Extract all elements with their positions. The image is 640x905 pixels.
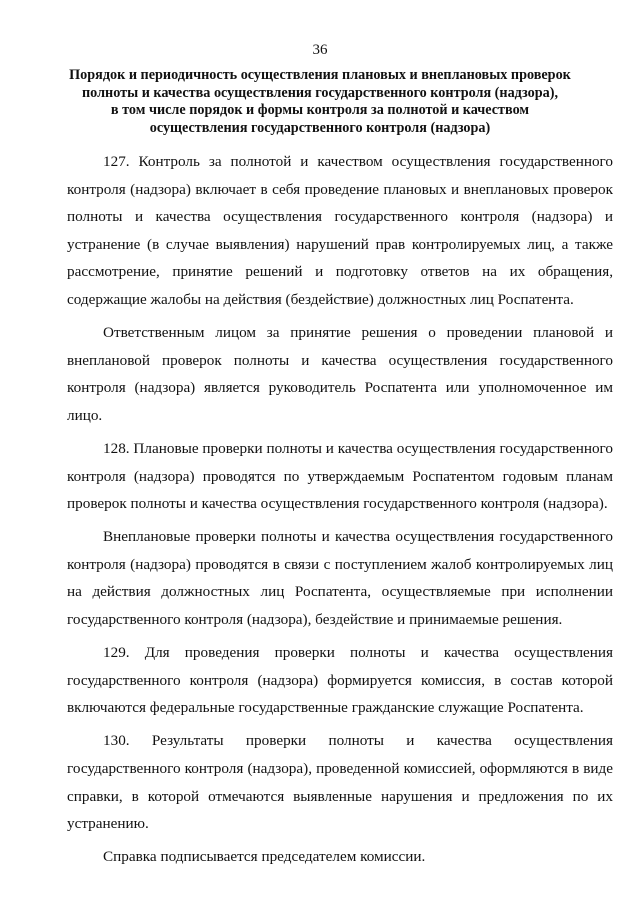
heading-line: полноты и качества осуществления государственного контроля (надзора), (81, 84, 558, 101)
paragraph-unscheduled-inspections: Внеплановые проверки полноты и качества осуществления государственного контроля (надзора) проводятся в связи с поступлением жалоб контролируемых лиц на действия должностных лиц Роспатента, осуществляемые при исполнении государственного контроля (надзора), бездействие и принимаемые решения. (67, 528, 613, 628)
paragraph-129: 129. Для проведения проверки полноты и качества осуществления государственного контроля (надзора) формируется комиссия, в состав которой включаются федеральные государственные гражданские служащие Роспатента. (67, 644, 613, 717)
heading-line: осуществления государственного контроля (надзора) (149, 119, 491, 136)
paragraph-127: 127. Контроль за полнотой и качеством осуществления государственного контроля (надзора) включает в себя проведение плановых и внеплановых проверок полноты и качества осуществления государственного контроля (надзора) и устранение (в случае выявления) нарушений прав контролируемых лиц, а также рассмотрение, принятие решений и подготовку ответов на их обращения, содержащие жалобы на действия (бездействие) должностных лиц Роспатента. (67, 153, 613, 308)
section-heading (66, 67, 574, 137)
heading-line: Порядок и периодичность осуществления плановых и внеплановых проверок (69, 67, 571, 83)
paragraph-signature-note: Справка подписывается председателем комиссии. (103, 848, 426, 866)
document-body (67, 148, 613, 876)
paragraph-130: 130. Результаты проверки полноты и качества осуществления государственного контроля (надзора), проведенной комиссией, оформляются в виде справки, в которой отмечаются выявленные нарушения и предложения по их устранению. (67, 732, 613, 833)
paragraph-128: 128. Плановые проверки полноты и качества осуществления государственного контроля (надзора) проводятся по утверждаемым Роспатентом годовым планам проверок полноты и качества осуществления государственного контроля (надзора). (67, 439, 613, 513)
paragraph-responsible-person: Ответственным лицом за принятие решения о проведении плановой и внеплановой проверок полноты и качества осуществления государственного контроля (надзора) является руководитель Роспатента или уполномоченное им лицо. (67, 324, 613, 424)
page-number: 36 (312, 42, 328, 58)
heading-line: в том числе порядок и формы контроля за полнотой и качеством (110, 102, 530, 118)
